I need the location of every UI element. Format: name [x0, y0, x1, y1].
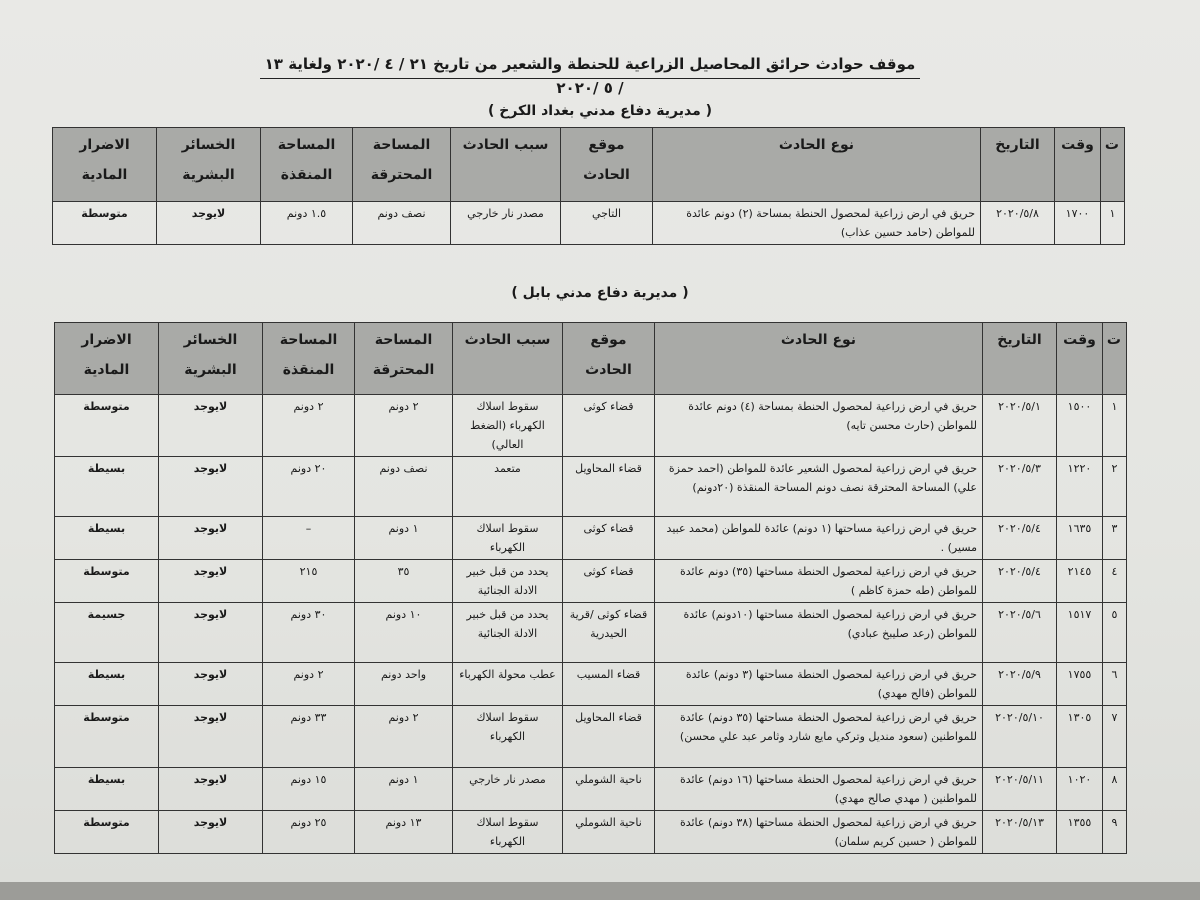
page-edge-shadow: [0, 882, 1200, 900]
header-type: نوع الحادث: [653, 128, 981, 202]
cell-human: لايوجد: [159, 457, 263, 517]
cell-cause: متعمد: [453, 457, 563, 517]
cell-location: قضاء كوثى: [563, 517, 655, 560]
section2-title: ( مديرية دفاع مدني بابل ): [511, 285, 689, 301]
section2-table: [54, 322, 1127, 854]
cell-location: قضاء المسيب: [563, 663, 655, 706]
cell-date: ٢٠٢٠/٥/٨: [981, 202, 1055, 245]
cell-location: قضاء كوثى /قرية الحيدرية: [563, 603, 655, 663]
cell-t: ١: [1101, 202, 1125, 245]
section1-header-row: [53, 128, 1125, 202]
cell-saved: ٣٣ دونم: [263, 706, 355, 768]
cell-date: ٢٠٢٠/٥/١٣: [983, 811, 1057, 854]
cell-human: لايوجد: [159, 706, 263, 768]
cell-t: ٢: [1103, 457, 1127, 517]
cell-t: ٨: [1103, 768, 1127, 811]
cell-cause: مصدر نار خارجي: [451, 202, 561, 245]
header-t: ت: [1103, 323, 1127, 395]
header-date: التاريخ: [983, 323, 1057, 395]
cell-damage: بسيطة: [55, 517, 159, 560]
table-row: [55, 663, 1127, 706]
cell-cause: سقوط اسلاك الكهرباء: [453, 706, 563, 768]
cell-burned: نصف دونم: [353, 202, 451, 245]
cell-type: حريق في ارض زراعية لمحصول الشعير عائدة للمواطن (احمد حمزة علي) المساحة المحترقة نصف دونم المساحة المنقذة (٢٠دونم): [655, 457, 983, 517]
cell-location: ناحية الشوملي: [563, 768, 655, 811]
cell-date: ٢٠٢٠/٥/٤: [983, 560, 1057, 603]
header-time: وقت: [1055, 128, 1101, 202]
cell-human: لايوجد: [157, 202, 261, 245]
section2-header-row: [55, 323, 1127, 395]
header-type: نوع الحادث: [655, 323, 983, 395]
cell-burned: واحد دونم: [355, 663, 453, 706]
header-location: موقع الحادث: [563, 323, 655, 395]
header-date: التاريخ: [981, 128, 1055, 202]
cell-location: ناحية الشوملي: [563, 811, 655, 854]
table-row: [55, 811, 1127, 854]
cell-saved: ٢١٥: [263, 560, 355, 603]
cell-time: ١٦٣٥: [1057, 517, 1103, 560]
cell-location: التاجي: [561, 202, 653, 245]
cell-date: ٢٠٢٠/٥/١١: [983, 768, 1057, 811]
cell-saved: ٢ دونم: [263, 663, 355, 706]
cell-date: ٢٠٢٠/٥/١٠: [983, 706, 1057, 768]
cell-saved: ١٥ دونم: [263, 768, 355, 811]
cell-human: لايوجد: [159, 603, 263, 663]
header-human: الخسائر البشرية: [159, 323, 263, 395]
header-saved: المساحة المنقذة: [263, 323, 355, 395]
cell-type: حريق في ارض زراعية لمحصول الحنطة بمساحة (٤) دونم عائدة للمواطن (حارث محسن تايه): [655, 395, 983, 457]
table-row: [55, 603, 1127, 663]
cell-type: حريق في ارض زراعية مساحتها (١ دونم) عائدة للمواطن (محمد عبيد مسير) .: [655, 517, 983, 560]
cell-time: ١٥١٧: [1057, 603, 1103, 663]
cell-saved: –: [263, 517, 355, 560]
cell-date: ٢٠٢٠/٥/٩: [983, 663, 1057, 706]
section1-title: ( مديرية دفاع مدني بغداد الكرخ ): [487, 103, 713, 119]
cell-human: لايوجد: [159, 395, 263, 457]
cell-cause: عطب محولة الكهرباء: [453, 663, 563, 706]
cell-damage: بسيطة: [55, 457, 159, 517]
cell-time: ١٣٥٥: [1057, 811, 1103, 854]
cell-t: ٩: [1103, 811, 1127, 854]
header-damage: الاضرار المادية: [53, 128, 157, 202]
section2-rows: [55, 395, 1127, 854]
cell-burned: ٢ دونم: [355, 706, 453, 768]
cell-time: ١٧٥٥: [1057, 663, 1103, 706]
cell-burned: ١ دونم: [355, 517, 453, 560]
cell-time: ٢١٤٥: [1057, 560, 1103, 603]
cell-damage: متوسطة: [55, 706, 159, 768]
cell-damage: بسيطة: [55, 663, 159, 706]
cell-saved: ٢٠ دونم: [263, 457, 355, 517]
cell-burned: ١ دونم: [355, 768, 453, 811]
cell-type: حريق في ارض زراعية لمحصول الحنطة مساحتها (١٠دونم) عائدة للمواطن (رعد صليبخ عبادي): [655, 603, 983, 663]
header-burned: المساحة المحترقة: [355, 323, 453, 395]
cell-damage: متوسطة: [53, 202, 157, 245]
cell-damage: متوسطة: [55, 560, 159, 603]
cell-damage: متوسطة: [55, 395, 159, 457]
cell-type: حريق في ارض زراعية لمحصول الحنطة مساحتها (١٦ دونم) عائدة للمواطنين ( مهدي صالح مهدي): [655, 768, 983, 811]
header-cause: سبب الحادث: [451, 128, 561, 202]
cell-date: ٢٠٢٠/٥/٤: [983, 517, 1057, 560]
cell-location: قضاء المحاويل: [563, 457, 655, 517]
cell-type: حريق في ارض زراعية لمحصول الحنطة بمساحة (٢) دونم عائدة للمواطن (حامد حسين عذاب): [653, 202, 981, 245]
cell-type: حريق في ارض زراعية لمحصول الحنطة مساحتها (٣ دونم) عائدة للمواطن (فالح مهدي): [655, 663, 983, 706]
header-time: وقت: [1057, 323, 1103, 395]
cell-human: لايوجد: [159, 811, 263, 854]
cell-time: ١٧٠٠: [1055, 202, 1101, 245]
table-row: [55, 517, 1127, 560]
header-location: موقع الحادث: [561, 128, 653, 202]
cell-human: لايوجد: [159, 663, 263, 706]
cell-time: ١٢٢٠: [1057, 457, 1103, 517]
cell-burned: ١٠ دونم: [355, 603, 453, 663]
cell-human: لايوجد: [159, 517, 263, 560]
cell-type: حريق في ارض زراعية لمحصول الحنطة مساحتها (٣٥ دونم) عائدة للمواطنين (سعود منديل وتركي مايع شارد وثامر عبد علي محسن): [655, 706, 983, 768]
cell-burned: ١٣ دونم: [355, 811, 453, 854]
cell-cause: سقوط اسلاك الكهرباء: [453, 517, 563, 560]
header-burned: المساحة المحترقة: [353, 128, 451, 202]
table-row: [55, 706, 1127, 768]
header-damage: الاضرار المادية: [55, 323, 159, 395]
cell-t: ٤: [1103, 560, 1127, 603]
cell-cause: مصدر نار خارجي: [453, 768, 563, 811]
cell-damage: جسيمة: [55, 603, 159, 663]
cell-human: لايوجد: [159, 768, 263, 811]
cell-date: ٢٠٢٠/٥/٣: [983, 457, 1057, 517]
table-row: [55, 395, 1127, 457]
cell-cause: يحدد من قبل خبير الادلة الجنائية: [453, 560, 563, 603]
cell-location: قضاء كوثى: [563, 560, 655, 603]
cell-saved: ٢٥ دونم: [263, 811, 355, 854]
cell-time: ١٣٠٥: [1057, 706, 1103, 768]
cell-location: قضاء المحاويل: [563, 706, 655, 768]
cell-cause: سقوط اسلاك الكهرباء: [453, 811, 563, 854]
header-cause: سبب الحادث: [453, 323, 563, 395]
cell-human: لايوجد: [159, 560, 263, 603]
header-t: ت: [1101, 128, 1125, 202]
table-row: [53, 202, 1125, 245]
cell-damage: متوسطة: [55, 811, 159, 854]
cell-cause: يحدد من قبل خبير الادلة الجنائية: [453, 603, 563, 663]
header-human: الخسائر البشرية: [157, 128, 261, 202]
section1-table: [52, 127, 1125, 245]
cell-date: ٢٠٢٠/٥/٦: [983, 603, 1057, 663]
cell-damage: بسيطة: [55, 768, 159, 811]
cell-location: قضاء كوثى: [563, 395, 655, 457]
document-title: موقف حوادث حرائق المحاصيل الزراعية للحنطة والشعير من تاريخ ٢١ / ٤ /٢٠٢٠ ولغاية ١٣ / ٥ /٢٠٢٠: [260, 52, 920, 79]
cell-t: ٧: [1103, 706, 1127, 768]
table-row: [55, 768, 1127, 811]
cell-burned: ٢ دونم: [355, 395, 453, 457]
cell-cause: سقوط اسلاك الكهرباء (الضغط العالي): [453, 395, 563, 457]
cell-saved: ١.٥ دونم: [261, 202, 353, 245]
cell-saved: ٢ دونم: [263, 395, 355, 457]
table-row: [55, 457, 1127, 517]
cell-saved: ٣٠ دونم: [263, 603, 355, 663]
cell-date: ٢٠٢٠/٥/١: [983, 395, 1057, 457]
cell-t: ١: [1103, 395, 1127, 457]
table-row: [55, 560, 1127, 603]
cell-time: ١٥٠٠: [1057, 395, 1103, 457]
cell-t: ٥: [1103, 603, 1127, 663]
cell-type: حريق في ارض زراعية لمحصول الحنطة مساحتها (٣٨ دونم) عائدة للمواطن ( حسين كريم سلمان): [655, 811, 983, 854]
cell-t: ٣: [1103, 517, 1127, 560]
cell-time: ١٠٢٠: [1057, 768, 1103, 811]
header-saved: المساحة المنقذة: [261, 128, 353, 202]
cell-type: حريق في ارض زراعية لمحصول الحنطة مساحتها (٣٥) دونم عائدة للمواطن (طه حمزة كاظم ): [655, 560, 983, 603]
cell-t: ٦: [1103, 663, 1127, 706]
cell-burned: ٣٥: [355, 560, 453, 603]
cell-burned: نصف دونم: [355, 457, 453, 517]
